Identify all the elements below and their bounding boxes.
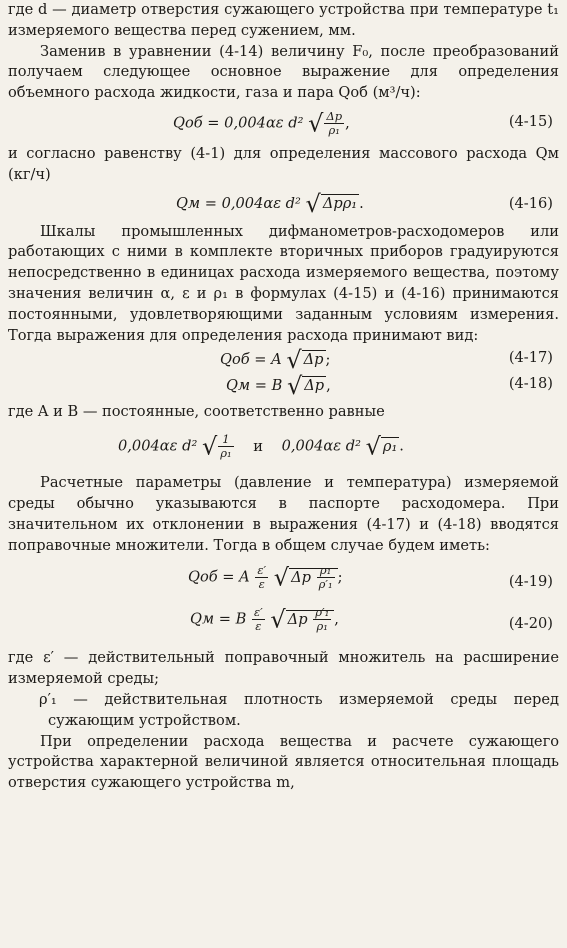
radicand: Δp (303, 351, 324, 369)
radicand: Δp (304, 377, 325, 395)
fraction-denominator: ρ₁ (220, 446, 232, 461)
equation-number: (4-18) (508, 375, 553, 393)
equation-punct: . (399, 437, 404, 455)
fraction-numerator: 1 (218, 433, 233, 447)
fraction-denominator: ρ₁ (328, 122, 340, 137)
radicand: Δpρ₁ (322, 194, 358, 212)
paragraph-volume-flow-intro: Заменив в уравнении (4-14) величину F₀, после преобразований получаем следующее основное выражение для определения объемного расхода жидкости, газа и пара Qоб (м³/ч): (8, 42, 559, 102)
equation-punct: . (359, 194, 364, 212)
radicand: ρ₁ (382, 437, 398, 455)
radicand: Δp (287, 610, 308, 628)
equation-number: (4-19) (508, 573, 553, 591)
fraction-numerator: ρ′₁ (315, 605, 330, 620)
equation-number: (4-16) (508, 194, 553, 212)
equation-4-17: Qоб = A √ Δp ; (4-17) (220, 346, 553, 375)
fraction-numerator: ρ₁ (317, 564, 335, 578)
paragraph-mass-flow-intro: и согласно равенству (4-1) для определения массового расхода Qм (кг/ч) (8, 144, 559, 183)
equation-4-16: Qм = 0,004αε d² √ Δpρ₁ . (4-16) (176, 189, 553, 218)
correction-denominator: ε (258, 577, 265, 592)
paragraph-constants-intro: где A и B — постоянные, соответственно равные (8, 403, 385, 421)
equation-number: (4-20) (508, 615, 553, 633)
equation-punct: , (345, 114, 350, 132)
correction-numerator: ε′ (253, 605, 263, 620)
correction-denominator: ε (255, 619, 262, 634)
constant-a-expression: 0,004αε d² (118, 437, 198, 455)
fraction-denominator: ρ′₁ (318, 577, 333, 592)
equation-lhs: Qм = 0,004αε d² (176, 194, 301, 212)
equation-lhs: Qоб = 0,004αε d² (173, 114, 304, 132)
fraction-numerator: Δp (326, 108, 343, 123)
fraction-denominator: ρ₁ (316, 619, 328, 634)
equation-4-19: Qоб = A $\frac{\varepsilon'}{\varepsilon}$ √ Δp $\frac{\text{ρ₁}}{\text{ρ′₁}}$ ; (4-19) (188, 563, 553, 592)
paragraph-density-definition: ρ′₁ — действительная плотность измеряемой среды перед сужающим устройством. (39, 690, 559, 729)
correction-numerator: ε′ (257, 563, 267, 578)
paragraph-epsilon-definition: где ε′ — действительный поправочный множитель на расширение измеряемой среды; (8, 649, 559, 688)
paragraph-calculation-parameters: Расчетные параметры (давление и температура) измеряемой среды обычно указываются в паспорте расходомера. При значительном их отклонении в выражения (4-17) и (4-18) вводятся поправочные множители. Тогда в общем случае будем иметь: (8, 474, 559, 554)
equation-punct: , (326, 377, 331, 395)
equation-constants: 0,004αε d² √ $\frac{1}{\text{ρ₁}}$ и 0,004αε d² √ ρ₁ . (118, 432, 404, 461)
radicand: Δp (291, 568, 311, 586)
equation-number: (4-15) (508, 112, 553, 130)
equation-4-18: Qм = B √ Δp , (4-18) (226, 372, 553, 401)
paragraph-relative-area: При определении расхода вещества и расчете сужающего устройства характерной величиной является относительная площадь отверстия сужающего устройства m, (8, 732, 559, 792)
paragraph-scales: Шкалы промышленных дифманометров-расходомеров или работающих с ними в комплекте вторичных приборов градуируются непосредственно в единицах расхода измеряемого вещества, поэтому значения величин α, ε и ρ₁ в формулах (4-15) и (4-16) принимаются постоянными, удовлетворяющими заданным условиям измерения. Тогда выражения для определения расхода принимают вид: (8, 222, 559, 344)
equation-4-15: Qоб = 0,004αε d² √ $\frac{\Delta p}{\text{ρ₁}}$ , (4-15) (173, 108, 553, 138)
equation-lhs: Qоб = A (220, 351, 282, 369)
paragraph-diameter-definition: где d — диаметр отверстия сужающего устройства при температуре t₁ измеряемого вещества перед сужением, мм. (8, 1, 559, 39)
equation-punct: , (334, 610, 339, 628)
conjunction: и (253, 437, 263, 455)
equation-lhs: Qм = B (226, 377, 283, 395)
equation-lhs: Qоб = A (188, 568, 250, 586)
constant-b-expression: 0,004αε d² (281, 437, 361, 455)
equation-4-20: Qм = B $\frac{\varepsilon'}{\varepsilon}$ √ Δp $\frac{\text{ρ′₁}}{\text{ρ₁}}$ , (4-20) (190, 605, 553, 634)
equation-punct: ; (325, 351, 331, 369)
equation-number: (4-17) (508, 349, 553, 367)
equation-punct: ; (337, 568, 343, 586)
equation-lhs: Qм = B (190, 610, 247, 628)
